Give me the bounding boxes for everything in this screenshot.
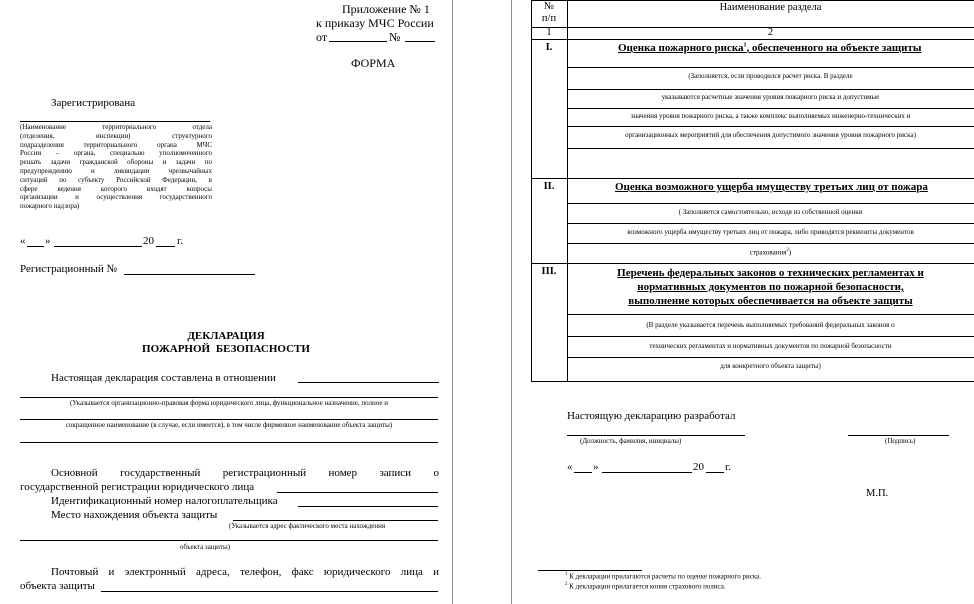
ogrn-line (277, 492, 438, 493)
section-note: для конкретного объекта защиты) (720, 362, 821, 370)
hint-addr-2: объекта защиты) (180, 543, 231, 551)
section-title: нормативных документов по пожарной безопасности, (637, 281, 904, 293)
section-roman: III. (541, 266, 557, 277)
inn-label: Идентификационный номер налогоплательщика (51, 495, 278, 507)
date-close-quote: » (593, 461, 599, 473)
col-no-1: 1 (546, 27, 552, 38)
header-num-2: п/п (541, 13, 557, 24)
section-note: (В разделе указывается перечень выполняемых требований федеральных законов о (646, 321, 895, 329)
header-num-1: № (543, 1, 555, 12)
sections-table (531, 0, 974, 383)
appendix-number-line (405, 41, 435, 42)
date-month-line (602, 472, 692, 473)
page-left (0, 0, 453, 604)
section-roman: II. (543, 181, 555, 192)
col-no-2: 2 (767, 27, 774, 38)
section-note: организационных мероприятий для обеспечения допустимого значения уровня пожарного риска) (625, 131, 916, 139)
postal-line-2: объекта защиты (20, 580, 95, 592)
reg-number-label: Регистрационный № (20, 263, 118, 275)
body-name-line: предупреждению и ликвидации чрезвычайных (20, 166, 212, 175)
section-title: Оценка пожарного риска$^1$, обеспеченного на объекте защиты (618, 42, 922, 54)
appendix-line3-prefix: от (316, 30, 328, 44)
date-year-suffix: г. (725, 461, 732, 473)
footnote-2: $^2$ К декларации прилагается копия страхового полиса. (565, 582, 726, 591)
date-open-quote: « (567, 461, 573, 473)
section-note: ( Заполняется самостоятельно, исходя из собственной оценки (678, 208, 863, 216)
date-year-prefix: 20 (693, 461, 704, 473)
postal-line-1: Почтовый и электронный адреса, телефон, факс юридического лица и (51, 566, 439, 578)
date-day-line (574, 472, 592, 473)
date-close-quote: » (45, 235, 51, 247)
ogrn-line-1: Основной государственный регистрационный номер записи о (51, 467, 439, 479)
compiled-for-line-3 (20, 419, 438, 420)
section-note: указываются расчетные значения уровня пожарного риска и допустимые (661, 93, 880, 101)
location-label: Место нахождения объекта защиты (51, 509, 218, 521)
body-name-line: (отделения, инспекции) структурного (20, 131, 212, 140)
appendix-line2: к приказу МЧС России (316, 16, 434, 30)
developed-by-label: Настоящую декларацию разработал (567, 410, 736, 422)
date-year-suffix: г. (177, 235, 184, 247)
section-note: технических регламентах и нормативных документов по пожарной безопасности (649, 342, 892, 350)
ogrn-line-2: государственной регистрации юридического лица (20, 481, 255, 493)
stamp-label: М.П. (866, 488, 889, 499)
date-open-quote: « (20, 235, 26, 247)
body-name-line: подразделения территориального органа МЧС (20, 140, 212, 149)
compiled-for-line (298, 382, 439, 383)
hint-org-2: сокращенное наименование (в случае, если имеется), в том числе фирменное наименование объекта защиты) (65, 421, 393, 429)
footnote-separator (538, 570, 642, 571)
reg-number-line (124, 274, 255, 275)
body-name-line: организации и осуществления государственного (20, 193, 212, 202)
location-line-2 (20, 540, 438, 541)
body-name-line: (Наименование территориального отдела (20, 123, 212, 131)
registered-line (20, 121, 210, 122)
hint-addr-1: (Указывается адрес фактического места нахождения (229, 522, 386, 530)
position-line (567, 435, 745, 436)
header-name: Наименование раздела (719, 2, 822, 13)
compiled-for-line-4 (20, 442, 438, 443)
body-name-line: пожарного надзора) (20, 202, 80, 211)
declaration-title: ДЕКЛАРАЦИЯ (187, 330, 265, 342)
location-line (233, 520, 438, 521)
registered-label: Зарегистрирована (51, 97, 136, 109)
body-name-line: ситуаций по субъекту Российской Федерации, в (20, 175, 212, 184)
footnote-1: $^1$ К декларации прилагаются расчеты по оценке пожарного риска. (565, 572, 761, 581)
postal-line (101, 591, 438, 592)
body-name-line: сфере ведения которого входят вопросы (20, 184, 212, 193)
section-note: значения уровня пожарного риска, а также комплекс выполняемых инженерно-технических и (630, 112, 911, 120)
section-title: выполнение которых обеспечивается на объекте защиты (628, 295, 913, 307)
position-hint: (Должность, фамилия, инициалы) (580, 437, 682, 445)
body-name-line: решать задачи гражданской обороны и задачи по (20, 158, 212, 167)
compiled-for-line-2 (20, 397, 438, 398)
date-day-line (27, 246, 44, 247)
form-label: ФОРМА (351, 56, 396, 70)
inn-line (298, 506, 438, 507)
signature-line (848, 435, 949, 436)
hint-org-1: (Указывается организационно-правовая форма юридического лица, функциональное назначение, полное и (70, 399, 388, 407)
page-gap (453, 0, 511, 604)
appendix-date-line (329, 41, 387, 42)
appendix-line1: Приложение № 1 (342, 2, 430, 16)
appendix-line3-no: № (389, 30, 401, 44)
compiled-for-label: Настоящая декларация составлена в отношении (51, 372, 276, 384)
date-year-line (156, 246, 175, 247)
section-note: страхования$^2$) (749, 248, 792, 257)
signature-hint: (Подпись) (885, 437, 916, 445)
page-right (511, 0, 974, 604)
section-title: Перечень федеральных законов о технических регламентах и (617, 267, 924, 279)
date-year-line (706, 472, 724, 473)
section-note: возможного ущерба имуществу третьих лиц от пожара, либо приводятся реквизиты документов (627, 228, 914, 236)
body-name-line: России – органа, специально уполномоченного (20, 149, 212, 158)
section-note: (Заполняется, если проводился расчет риска. В разделе (688, 72, 853, 80)
section-title: Оценка возможного ущерба имуществу третьих лиц от пожара (615, 181, 928, 193)
date-year-prefix: 20 (143, 235, 154, 247)
body-name-block (20, 123, 212, 211)
date-month-line (54, 246, 142, 247)
declaration-subtitle: ПОЖАРНОЙ БЕЗОПАСНОСТИ (142, 343, 310, 355)
section-roman: I. (545, 42, 553, 53)
